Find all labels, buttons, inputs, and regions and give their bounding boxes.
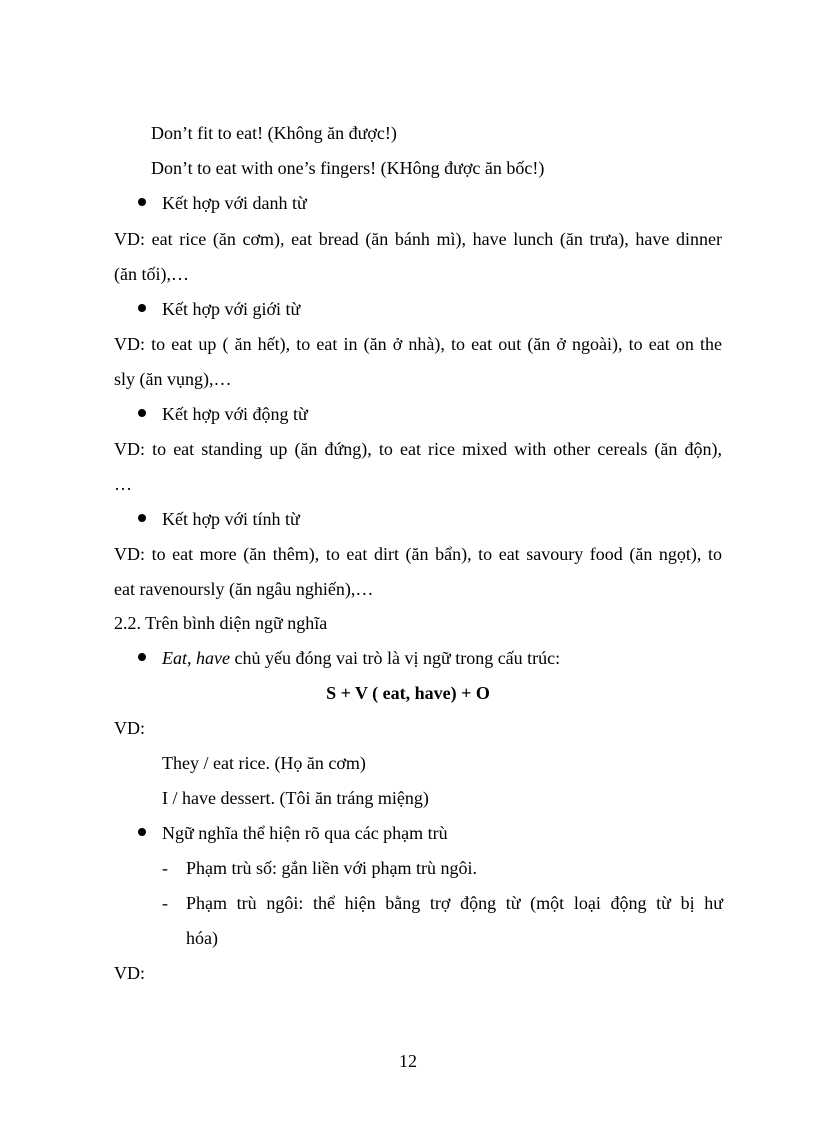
bullet-item: Kết hợp với động từ <box>162 404 308 424</box>
dash-item: Phạm trù ngôi: thể hiện bằng trợ động từ (một loại động từ bị hư <box>186 893 723 913</box>
bullet-icon <box>138 409 146 417</box>
paragraph-line: sly (ăn vụng),… <box>114 369 232 389</box>
paragraph-line: VD: to eat up ( ăn hết), to eat in (ăn ở nhà), to eat out (ăn ở ngoài), to eat on the <box>114 334 722 354</box>
bullet-icon <box>138 828 146 836</box>
example-label: VD: <box>114 963 145 983</box>
bullet-item <box>162 647 560 669</box>
bullet-item-text: chủ yếu đóng vai trò là vị ngữ trong cấu trúc: <box>229 648 561 668</box>
formula: S + V ( eat, have) + O <box>326 683 490 703</box>
paragraph-line: VD: eat rice (ăn cơm), eat bread (ăn bánh mì), have lunch (ăn trưa), have dinner <box>114 229 722 249</box>
dash-marker: - <box>162 893 168 913</box>
example-label: VD: <box>114 718 145 738</box>
dash-item: Phạm trù số: gắn liền với phạm trù ngôi. <box>186 858 477 878</box>
example-line: I / have dessert. (Tôi ăn tráng miệng) <box>162 788 429 808</box>
example-line: They / eat rice. (Họ ăn cơm) <box>162 753 366 773</box>
dash-marker: - <box>162 858 168 878</box>
bullet-icon <box>138 653 146 661</box>
bullet-item: Kết hợp với tính từ <box>162 509 300 529</box>
bullet-item: Kết hợp với danh từ <box>162 193 307 213</box>
bullet-icon <box>138 198 146 206</box>
bullet-item: Ngữ nghĩa thể hiện rõ qua các phạm trù <box>162 823 448 843</box>
paragraph-line: (ăn tối),… <box>114 264 189 284</box>
dash-item-continued: hóa) <box>186 928 218 948</box>
paragraph-line: … <box>114 474 132 494</box>
paragraph-line: VD: to eat more (ăn thêm), to eat dirt (ăn bẩn), to eat savoury food (ăn ngọt), to <box>114 544 722 564</box>
section-heading: 2.2. Trên bình diện ngữ nghĩa <box>114 613 328 633</box>
example-line: Don’t fit to eat! (Không ăn được!) <box>151 123 397 143</box>
paragraph-line: eat ravenoursly (ăn ngâu nghiến),… <box>114 579 374 599</box>
paragraph-line: VD: to eat standing up (ăn đứng), to eat rice mixed with other cereals (ăn độn), <box>114 439 722 459</box>
emphasis-text: Eat, have <box>162 648 230 668</box>
bullet-icon <box>138 304 146 312</box>
page-number: 12 <box>399 1051 417 1071</box>
example-line: Don’t to eat with one’s fingers! (KHông được ăn bốc!) <box>151 158 545 178</box>
bullet-item: Kết hợp với giới từ <box>162 299 301 319</box>
bullet-icon <box>138 514 146 522</box>
